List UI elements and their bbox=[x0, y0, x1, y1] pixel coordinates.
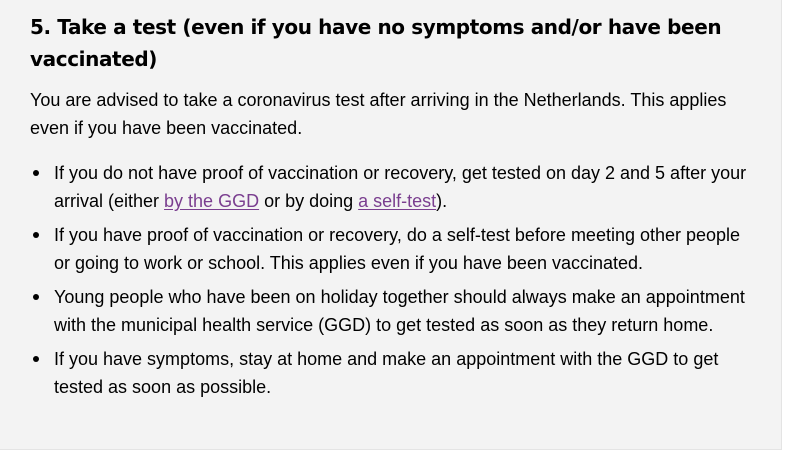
bullet-icon bbox=[33, 232, 39, 238]
bullet-icon bbox=[33, 356, 39, 362]
heading-subtitle: (even if you have no symptoms and/or have been vaccinated) bbox=[30, 15, 722, 71]
ggd-link[interactable]: by the GGD bbox=[164, 191, 260, 211]
bullet-text: Young people who have been on holiday together should always make an appointment with the municipal health service (GGD) to get tested as soon as they return home. bbox=[54, 287, 745, 335]
list-item bbox=[30, 283, 750, 339]
bullet-text: ). bbox=[436, 191, 448, 211]
bullet-icon bbox=[33, 170, 39, 176]
self-test-link[interactable]: a self-test bbox=[358, 191, 437, 211]
heading-main: 5. Take a test bbox=[30, 15, 176, 39]
list-item bbox=[30, 345, 750, 401]
bullet-text: If you do not have proof of vaccination or recovery, get tested on day 2 and 5 after your arrival (either bbox=[54, 163, 747, 211]
bullet-text: If you have proof of vaccination or recovery, do a self-test before meeting other people or going to work or school. This applies even if you have been vaccinated. bbox=[54, 225, 741, 273]
list-item bbox=[30, 221, 750, 277]
bullet-text: or by doing bbox=[259, 191, 359, 211]
section-heading bbox=[30, 11, 750, 75]
list-item bbox=[30, 159, 750, 215]
bullet-text: If you have symptoms, stay at home and make an appointment with the GGD to get tested as soon as possible. bbox=[54, 349, 719, 397]
advice-list bbox=[30, 159, 750, 407]
bullet-icon bbox=[33, 294, 39, 300]
intro-paragraph: You are advised to take a coronavirus test after arriving in the Netherlands. This applies even if you have been vaccinated. bbox=[30, 90, 727, 138]
